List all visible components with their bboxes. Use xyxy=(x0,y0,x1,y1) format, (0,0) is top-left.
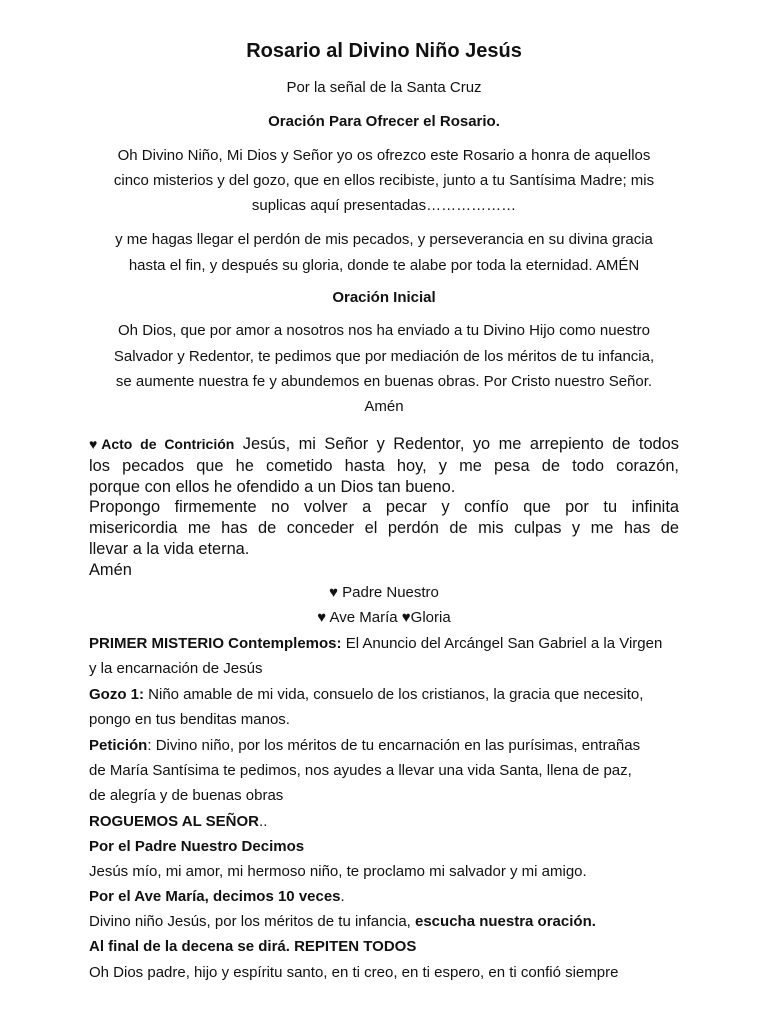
ave-gloria-line: ♥ Ave María ♥Gloria xyxy=(317,609,451,626)
misterio-line-1 xyxy=(89,634,689,654)
gozo-text-1: Niño amable de mi vida, consuelo de los cristianos, la gracia que necesito, xyxy=(144,686,644,703)
misterio-label: PRIMER MISTERIO Contemplemos: xyxy=(89,635,342,652)
gozo-line-1 xyxy=(89,685,689,705)
contricion-text-1: Jesús, mi Señor y Redentor, yo me arrepiento de todos xyxy=(234,435,679,453)
contricion-line-7: Amén xyxy=(89,561,132,579)
ave-decimos-label: Por el Ave María, decimos 10 veces xyxy=(89,888,341,905)
ofrecer-line-4: y me hagas llegar el perdón de mis pecados, y perseverancia en su divina gracia xyxy=(115,231,653,248)
peticion-label: Petición xyxy=(89,737,148,754)
padre-nuestro-line: ♥ Padre Nuestro xyxy=(329,584,439,601)
inicial-line-2: Salvador y Redentor, te pedimos que por mediación de los méritos de tu infancia, xyxy=(113,348,655,365)
ave-decimos-line xyxy=(89,887,689,907)
contricion-line-3: porque con ellos he ofendido a un Dios tan bueno. xyxy=(89,478,456,496)
ave-decimos-dot: . xyxy=(340,888,345,905)
contricion-line-2: los pecados que he cometido hasta hoy, y me pesa de todo corazón, xyxy=(89,457,679,475)
inicial-line-1: Oh Dios, que por amor a nosotros nos ha enviado a tu Divino Hijo como nuestro xyxy=(118,322,650,339)
peticion-line-1 xyxy=(89,736,689,756)
ofrecer-line-1: Oh Divino Niño, Mi Dios y Señor yo os ofrezco este Rosario a honra de aquellos xyxy=(117,147,651,164)
final-decena-line: Al final de la decena se dirá. REPITEN TODOS xyxy=(89,938,417,955)
inicial-line-3: se aumente nuestra fe y abundemos en buenas obras. Por Cristo nuestro Señor. xyxy=(115,373,653,390)
document-title: Rosario al Divino Niño Jesús xyxy=(246,40,522,62)
roguemos-label: ROGUEMOS AL SEÑOR xyxy=(89,813,260,830)
contricion-heading: ♥Acto de Contrición xyxy=(89,436,235,452)
contricion-line-5: misericordia me has de conceder el perdón de mis culpas y me has de xyxy=(89,519,679,537)
inicial-heading: Oración Inicial xyxy=(332,289,436,306)
peticion-line-2: de María Santísima te pedimos, nos ayudes a llevar una vida Santa, llena de paz, xyxy=(89,762,632,779)
ofrecer-heading: Oración Para Ofrecer el Rosario. xyxy=(268,113,500,130)
divino-nino-text: Divino niño Jesús, por los méritos de tu infancia, xyxy=(89,913,415,930)
senal-line: Por la señal de la Santa Cruz xyxy=(286,79,482,96)
contricion-line-4: Propongo firmemente no volver a pecar y confío que por tu infinita xyxy=(89,498,679,516)
jesus-mio-line: Jesús mío, mi amor, mi hermoso niño, te proclamo mi salvador y mi amigo. xyxy=(89,863,587,880)
peticion-line-3: de alegría y de buenas obras xyxy=(89,787,284,804)
gozo-line-2: pongo en tus benditas manos. xyxy=(89,711,290,728)
roguemos-dots: .. xyxy=(259,813,268,830)
roguemos-line xyxy=(89,812,689,832)
contricion-line-1 xyxy=(89,434,679,455)
ofrecer-line-2: cinco misterios y del gozo, que en ellos recibiste, junto a tu Santísima Madre; mis xyxy=(113,172,655,189)
ofrecer-line-5: hasta el fin, y después su gloria, donde te alabe por toda la eternidad. AMÉN xyxy=(128,257,640,274)
divino-nino-line xyxy=(89,912,689,932)
misterio-text-1: El Anuncio del Arcángel San Gabriel a la Virgen xyxy=(341,635,663,652)
peticion-text-1: : Divino niño, por los méritos de tu encarnación en las purísimas, entrañas xyxy=(147,737,641,754)
escucha-oracion-text: escucha nuestra oración. xyxy=(415,913,596,930)
contricion-line-6: llevar a la vida eterna. xyxy=(89,540,250,558)
gozo-label: Gozo 1: xyxy=(89,686,144,703)
ofrecer-line-3: suplicas aquí presentadas……………… xyxy=(251,197,517,214)
misterio-line-2: y la encarnación de Jesús xyxy=(89,660,263,677)
oh-dios-line: Oh Dios padre, hijo y espíritu santo, en ti creo, en ti espero, en ti confió siempre xyxy=(89,964,619,981)
padre-decimos-line: Por el Padre Nuestro Decimos xyxy=(89,838,305,855)
inicial-line-4: Amén xyxy=(364,398,404,415)
